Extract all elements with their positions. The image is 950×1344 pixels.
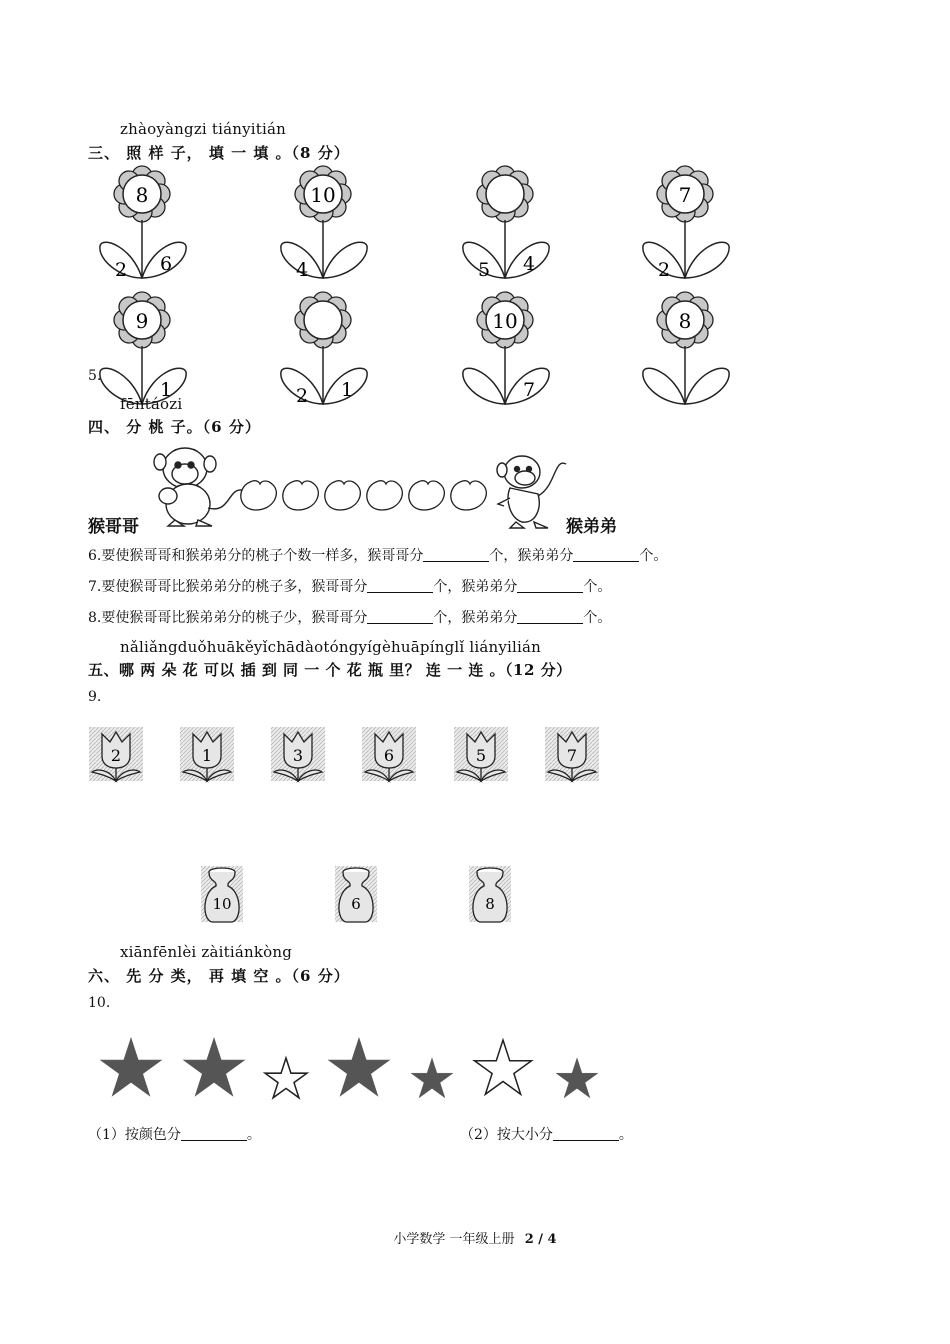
- star-icon: [184, 1038, 245, 1096]
- answer-blank[interactable]: [181, 1126, 247, 1141]
- flower-2-center: 10: [310, 183, 336, 207]
- section3-title: 三、 照 样 子， 填 一 填 。（8 分）: [88, 144, 350, 162]
- section5-pinyin: nǎliǎngduǒhuākěyǐchādàotóngyígèhuāpínglǐ liányilián: [120, 638, 542, 656]
- tulip-4: [362, 727, 416, 781]
- flower-6-left: 2: [295, 385, 309, 407]
- star-icon: [556, 1058, 598, 1098]
- flower-3: [463, 166, 549, 281]
- question-8: [88, 607, 611, 627]
- tulip-1: [89, 727, 143, 781]
- peach-row: [241, 481, 487, 510]
- flower-4-left: 2: [657, 259, 671, 281]
- star-icon: [329, 1038, 390, 1096]
- section3-pinyin: zhàoyàngzi tiányitián: [120, 120, 287, 138]
- answer-blank[interactable]: [367, 578, 433, 593]
- question-8-text: 8.要使猴哥哥比猴弟弟分的桃子少，猴哥哥分: [88, 610, 368, 626]
- peach-icon: [241, 481, 277, 510]
- star-icon: [101, 1038, 162, 1096]
- stars-illustration: [0, 1030, 950, 1105]
- question-10-number: 10.: [88, 995, 111, 1011]
- vase-2-number: 6: [351, 895, 361, 913]
- flower-3-left: 5: [477, 259, 491, 281]
- question-7-text-b: 个，猴弟弟分: [433, 579, 518, 595]
- peach-icon: [325, 481, 361, 510]
- question-6-text: 6.要使猴哥哥和猴弟弟分的桃子个数一样多，猴哥哥分: [88, 548, 424, 564]
- question-7-text: 7.要使猴哥哥比猴弟弟分的桃子多，猴哥哥分: [88, 579, 368, 595]
- star-icon: [411, 1058, 453, 1098]
- flower-6: [281, 292, 367, 407]
- peach-icon: [367, 481, 403, 510]
- tulips-vases-illustration: [0, 720, 950, 930]
- question-9-number: 9.: [88, 689, 102, 705]
- vase-2: [335, 866, 377, 922]
- sub-question-2: [460, 1124, 633, 1144]
- label-big-monkey: 猴哥哥: [88, 517, 139, 537]
- question-7-text-c: 个。: [583, 579, 612, 595]
- sub-question-1-end: 。: [246, 1127, 261, 1143]
- flower-2: [281, 166, 367, 281]
- flower-8-center: 8: [678, 309, 692, 333]
- footer-subject: 小学数学 一年级上册: [393, 1232, 515, 1247]
- label-small-monkey: 猴弟弟: [566, 517, 617, 537]
- tulip-6: [545, 727, 599, 781]
- monkeys-peaches-illustration: [80, 438, 640, 538]
- tulip-4-number: 6: [383, 746, 395, 765]
- sub-question-1: [88, 1124, 261, 1144]
- sub-question-1-text: （1）按颜色分: [88, 1127, 181, 1143]
- flower-5-right: 1: [159, 379, 173, 401]
- tulip-5-number: 5: [475, 746, 487, 765]
- flower-4: [643, 166, 729, 281]
- sub-question-2-end: 。: [618, 1127, 633, 1143]
- tulip-6-number: 7: [566, 746, 578, 765]
- question-8-text-b: 个，猴弟弟分: [433, 610, 518, 626]
- vase-3-number: 8: [485, 895, 495, 913]
- page-footer: [0, 1228, 950, 1247]
- flower-8: [643, 292, 729, 404]
- flower-5-center: 9: [135, 309, 149, 333]
- vase-1: [201, 866, 243, 922]
- question-6-text-b: 个，猴弟弟分: [489, 548, 574, 564]
- star-outline-icon: [265, 1058, 307, 1098]
- peach-icon: [283, 481, 319, 510]
- answer-blank[interactable]: [367, 609, 433, 624]
- answer-blank[interactable]: [517, 578, 583, 593]
- flower-6-right: 1: [340, 379, 354, 401]
- flower-7: [463, 292, 549, 404]
- tulip-3: [271, 727, 325, 781]
- tulip-3-number: 3: [292, 746, 304, 765]
- section6-pinyin: xiānfēnlèi zàitiánkòng: [120, 943, 293, 961]
- monkey-small-icon: [497, 456, 566, 528]
- monkey-big-icon: [154, 448, 242, 526]
- question-6: [88, 545, 667, 565]
- answer-blank[interactable]: [423, 547, 489, 562]
- star-outline-icon: [474, 1040, 531, 1094]
- flower-1-center: 8: [135, 183, 149, 207]
- flower-5: [100, 292, 186, 404]
- vase-1-number: 10: [212, 895, 232, 913]
- section4-title: 四、 分 桃 子。（6 分）: [88, 418, 261, 436]
- flower-2-left: 4: [295, 259, 309, 281]
- peach-icon: [409, 481, 445, 510]
- answer-blank[interactable]: [553, 1126, 619, 1141]
- section5-title: 五、哪 两 朵 花 可以 插 到 同 一 个 花 瓶 里？ 连 一 连 。（12 分）: [88, 661, 572, 679]
- vase-3: [469, 866, 511, 922]
- tulip-2-number: 1: [201, 746, 213, 765]
- peach-icon: [451, 481, 487, 510]
- flower-7-center: 10: [492, 309, 518, 333]
- tulip-2: [180, 727, 234, 781]
- section6-title: 六、 先 分 类， 再 填 空 。（6 分）: [88, 967, 350, 985]
- tulip-1-number: 2: [110, 746, 122, 765]
- flower-1: [100, 166, 186, 281]
- question-5-number: 5.: [88, 368, 102, 384]
- answer-blank[interactable]: [517, 609, 583, 624]
- footer-page-number: 2 / 4: [524, 1232, 557, 1247]
- flower-7-right: 7: [522, 379, 536, 401]
- flower-3-right: 4: [522, 253, 536, 275]
- flower-4-center: 7: [678, 183, 692, 207]
- flower-1-left: 2: [114, 259, 128, 281]
- flower-1-right: 6: [159, 253, 173, 275]
- section4-pinyin: fēntáozi: [120, 395, 183, 413]
- question-6-text-c: 个。: [639, 548, 668, 564]
- tulip-5: [454, 727, 508, 781]
- question-8-text-c: 个。: [583, 610, 612, 626]
- question-7: [88, 576, 611, 596]
- answer-blank[interactable]: [573, 547, 639, 562]
- sub-question-2-text: （2）按大小分: [460, 1127, 553, 1143]
